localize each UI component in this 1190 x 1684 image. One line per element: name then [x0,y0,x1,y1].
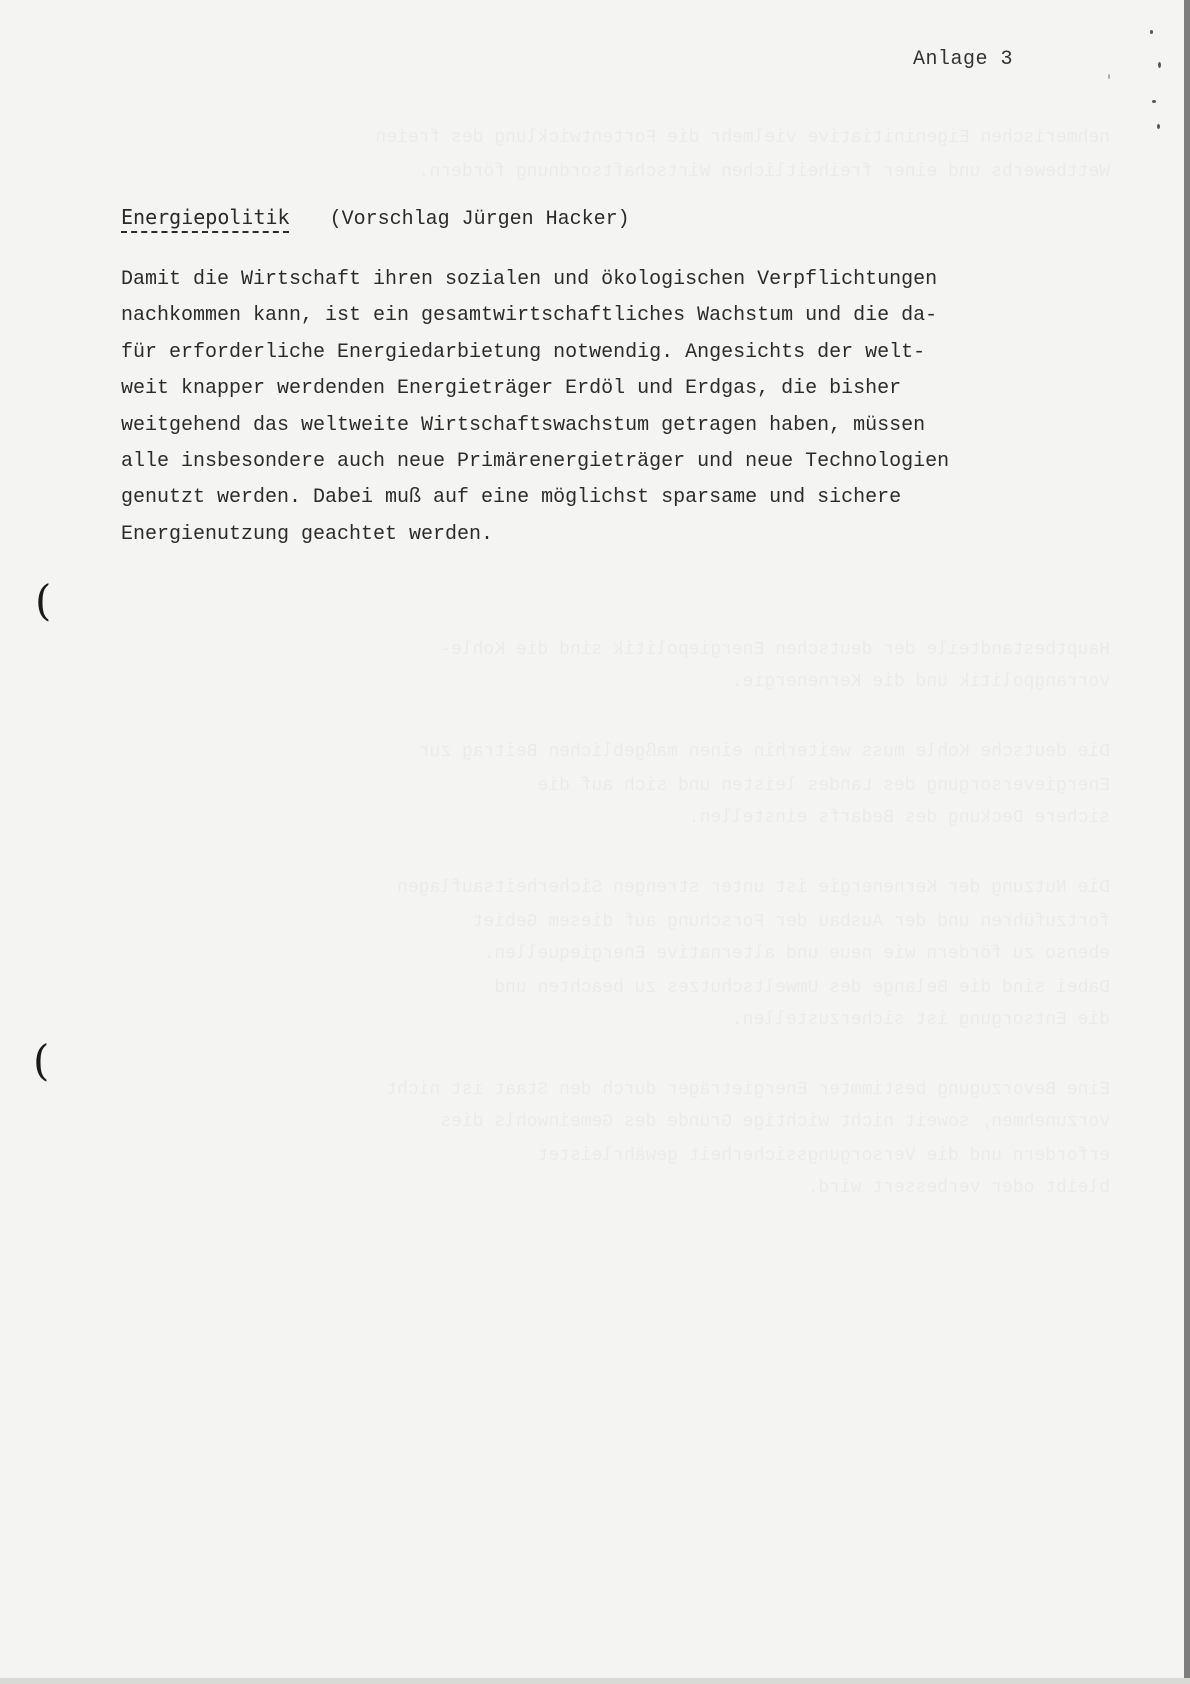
section-heading [121,205,630,231]
show-through-line [230,162,1110,182]
body-line: Energienutzung geachtet werden. [121,522,494,546]
paper-speck [1157,124,1160,129]
show-through-line [230,978,1110,998]
body-line: für erforderliche Energiedarbietung notwendig. Angesichts der welt- [121,340,926,364]
show-through-line [230,742,1110,762]
paper-speck [1158,62,1161,68]
show-through-line [230,776,1110,796]
body-line: Damit die Wirtschaft ihren sozialen und ökologischen Verpflichtungen [121,268,938,291]
attachment-label: Anlage 3 [913,48,1014,71]
body-line: genutzt werden. Dabei muß auf eine möglichst sparsame und sichere [121,486,902,510]
paper-speck [1152,100,1156,103]
paper-speck [1150,30,1153,34]
paper-speck [1108,74,1110,79]
body-line: nachkommen kann, ist ein gesamtwirtschaftliches Wachstum und die da- [121,304,938,328]
punch-hole-mark: ( [33,1036,50,1085]
section-title: Energiepolitik [121,205,290,229]
show-through-line [230,128,1110,148]
scan-edge-right [1184,0,1190,1684]
show-through-line [230,1112,1110,1132]
scan-edge-bottom [0,1678,1190,1684]
body-line: weitgehend das weltweite Wirtschaftswachstum getragen haben, müssen [121,413,926,437]
body-line: weit knapper werdenden Energieträger Erdöl und Erdgas, die bisher [121,377,902,401]
body-paragraph [121,262,1131,553]
show-through-line [230,640,1110,660]
show-through-line [230,1146,1110,1166]
show-through-line [230,944,1110,964]
show-through-line [230,912,1110,932]
show-through-line [230,1080,1110,1100]
show-through-line [230,672,1110,692]
body-line: alle insbesondere auch neue Primärenergieträger und neue Technologien [121,450,950,474]
show-through-line [230,1178,1110,1198]
show-through-line [230,808,1110,828]
section-subtitle: (Vorschlag Jürgen Hacker) [329,208,630,231]
show-through-line [230,878,1110,898]
show-through-line [230,1010,1110,1030]
punch-hole-mark: ( [35,576,52,625]
